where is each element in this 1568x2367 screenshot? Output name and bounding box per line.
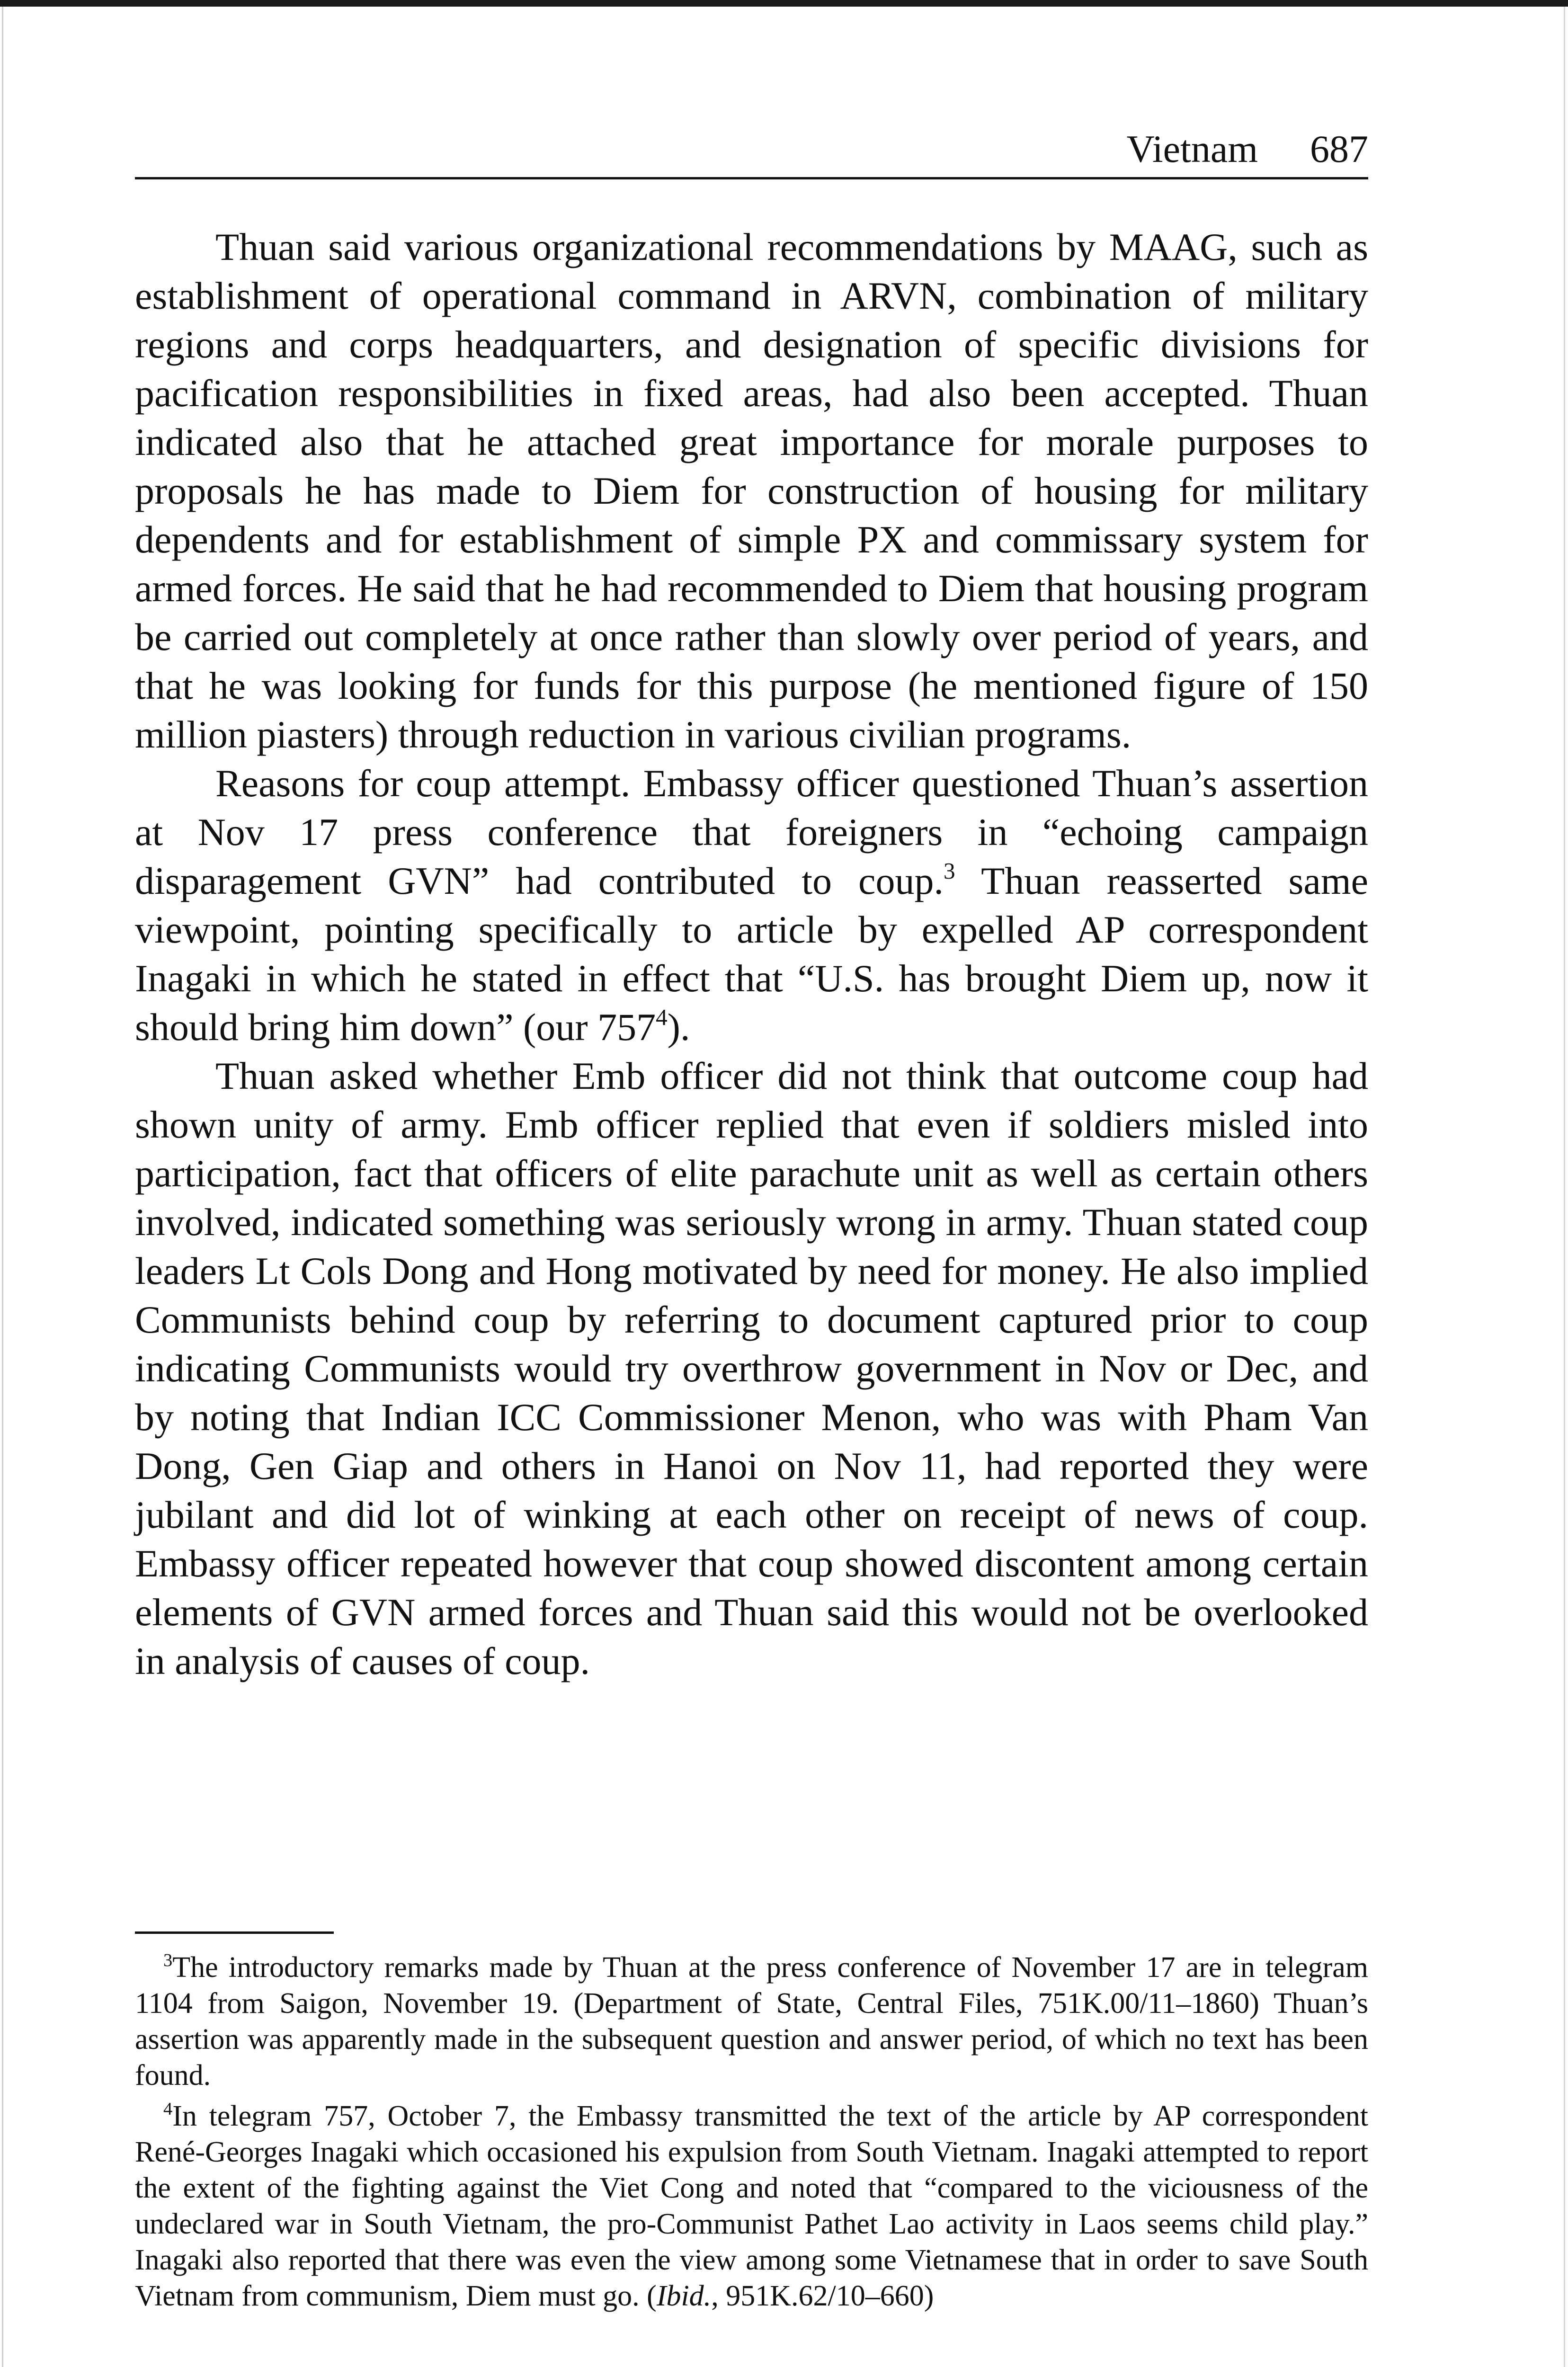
page-top-border <box>0 0 1568 7</box>
footnote-3-text: The introductory remarks made by Thuan at the press conference of November 17 are in telegram 1104 from Saigon, November 19. (Department of State, Central Files, 751K.00/11–1860) Thuan’s assertion was apparently made in the subsequent question and answer period, of which no text has been found. <box>135 1951 1368 2091</box>
footnote-4 <box>135 2098 1368 2314</box>
paragraph-organizational-recommendations: Thuan said various organizational recommendations by MAAG, such as establishment of operational command in ARVN, combination of military regions and corps headquarters, and designation of specific divisions for pacification responsibilities in fixed areas, had also been accepted. Thuan indicated also that he attached great importance for morale purposes to proposals he has made to Diem for construction of housing for military dependents and for establishment of simple PX and commissary system for armed forces. He said that he had recommended to Diem that housing program be carried out completely at once rather than slowly over period of years, and that he was looking for funds for this purpose (he mentioned figure of 150 million piasters) through reduction in various civilian programs. <box>135 225 1368 756</box>
footnote-reference-4[interactable]: 4 <box>656 1004 668 1031</box>
footnote-4-citation: , 951K.62/10–660) <box>711 2280 934 2312</box>
paragraph-unity-of-army: Thuan asked whether Emb officer did not think that outcome coup had shown unity of army. Emb officer replied that even if soldiers misled into participation, fact that officers of elite parachute unit as well as certain others involved, indicated something was seriously wrong in army. Thuan stated coup leaders Lt Cols Dong and Hong motivated by need for money. He also implied Communists behind coup by referring to document captured prior to coup indicating Communists would try overthrow government in Nov or Dec, and by noting that Indian ICC Commissioner Menon, who was with Pham Van Dong, Gen Giap and others in Hanoi on Nov 11, had reported they were jubilant and did lot of winking at each other on receipt of news of coup. Embassy officer repeated however that coup showed discontent among certain elements of GVN armed forces and Thuan said this would not be overlooked in analysis of causes of coup. <box>135 1054 1368 1682</box>
footnote-3 <box>135 1949 1368 2093</box>
paragraph-text: Thuan reasserted same viewpoint, pointing specifically to article by expelled AP correspondent Inagaki in which he stated in effect that “U.S. has brought Diem up, now it should bring him down” (our 757 <box>135 859 1368 1049</box>
body-text <box>135 222 1368 1685</box>
footnote-reference-3[interactable]: 3 <box>943 858 955 884</box>
paragraph-text: ). <box>667 1006 690 1049</box>
footnote-4-mark: 4 <box>163 2099 173 2119</box>
page-left-edge <box>2 7 3 2367</box>
footnotes <box>135 1949 1368 2319</box>
running-head-title: Vietnam <box>1126 127 1258 170</box>
footnote-4-ibid: Ibid. <box>656 2280 712 2312</box>
paragraph-reasons-for-coup <box>135 759 1368 1051</box>
footnote-4-text: In telegram 757, October 7, the Embassy transmitted the text of the article by AP correspondent René-Georges Inagaki which occasioned his expulsion from South Vietnam. Inagaki attempted to report the extent of the fighting against the Viet Cong and noted that “compared to the viciousness of the undeclared war in South Vietnam, the pro-Communist Pathet Lao activity in Laos seems child play.” Inagaki also reported that there was even the view among some Vietnamese that in order to save South Vietnam from communism, Diem must go. ( <box>135 2100 1368 2312</box>
footnote-3-mark: 3 <box>163 1950 173 1970</box>
page-right-edge <box>1564 7 1565 2367</box>
footnote-separator <box>135 1931 334 1934</box>
paragraph-text: Reasons for coup attempt. Embassy officer questioned Thuan’s assertion at Nov 17 press conference that foreigners in “echoing campaign disparagement GVN” had contributed to coup. <box>135 762 1368 902</box>
running-head <box>135 121 1368 179</box>
page-number: 687 <box>1310 127 1368 170</box>
